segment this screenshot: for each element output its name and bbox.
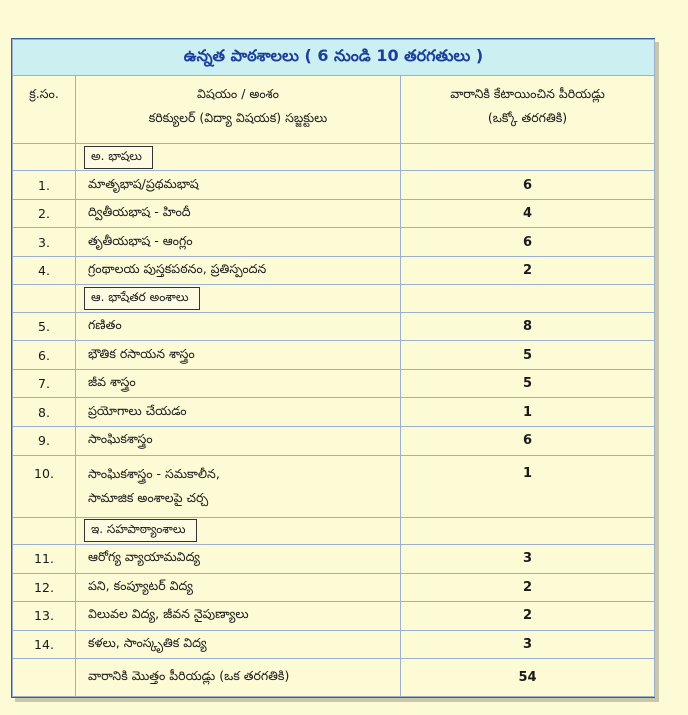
total-periods: 54 — [401, 659, 655, 697]
row-subject: గ్రంథాలయ పుస్తకపఠనం, ప్రతిస్పందన — [76, 256, 401, 285]
row-subject: పని, కంప్యూటర్ విద్య — [76, 573, 401, 602]
row-subject: జీవ శాస్త్రం — [76, 369, 401, 398]
row-number: 5. — [13, 312, 76, 341]
header-periods — [401, 75, 655, 143]
row-subject: మాతృభాష/ప్రథమభాష — [76, 171, 401, 200]
row-periods: 2 — [401, 256, 655, 285]
row-periods: 5 — [401, 369, 655, 398]
row-subject: ద్వితీయభాష - హిందీ — [76, 199, 401, 228]
table-row — [13, 545, 655, 574]
table-row — [13, 199, 655, 228]
row-periods: 3 — [401, 630, 655, 659]
header-subject — [76, 75, 401, 143]
row-periods: 2 — [401, 602, 655, 631]
row-periods: 6 — [401, 228, 655, 257]
row-number: 11. — [13, 545, 76, 574]
row-subject: ప్రయోగాలు చేయడం — [76, 398, 401, 427]
total-label: వారానికి మొత్తం పీరియడ్లు (ఒక తరగతికి) — [76, 659, 401, 697]
periods-table — [12, 39, 655, 697]
section-label-co-curricular: ఇ. సహపాఠ్యాంశాలు — [84, 519, 197, 542]
row-number: 1. — [13, 171, 76, 200]
row-number: 7. — [13, 369, 76, 398]
row-periods: 6 — [401, 427, 655, 456]
row-subject-line2: సామాజిక అంశాలపై చర్చ — [88, 489, 209, 505]
row-number: 8. — [13, 398, 76, 427]
row-number: 9. — [13, 427, 76, 456]
header-subject-line2: కరిక్యులర్ (విద్యా విషయక) సబ్జక్టులు — [148, 109, 328, 125]
header-subject-line1: విషయం / అంశం — [197, 85, 279, 101]
row-number: 12. — [13, 573, 76, 602]
row-subject-line1: సాంఘికశాస్త్రం - సమకాలీన, — [88, 465, 220, 481]
table-row — [13, 369, 655, 398]
row-number: 14. — [13, 630, 76, 659]
row-periods: 6 — [401, 171, 655, 200]
header-serial: క్ర.సం. — [13, 75, 76, 143]
table-row — [13, 341, 655, 370]
row-number: 3. — [13, 228, 76, 257]
section-label-non-language: ఆ. భాషేతర అంశాలు — [84, 287, 200, 310]
row-periods: 8 — [401, 312, 655, 341]
row-periods: 3 — [401, 545, 655, 574]
table-row — [13, 602, 655, 631]
row-periods: 2 — [401, 573, 655, 602]
table-row — [13, 312, 655, 341]
row-number: 2. — [13, 199, 76, 228]
table-row — [13, 398, 655, 427]
row-subject — [76, 455, 401, 517]
row-subject: విలువల విద్య, జీవన నైపుణ్యాలు — [76, 602, 401, 631]
section-label-languages: అ. భాషలు — [84, 146, 153, 169]
row-periods: 1 — [401, 455, 655, 517]
row-number: 13. — [13, 602, 76, 631]
periods-table-frame — [11, 38, 655, 698]
row-subject: కళలు, సాంస్కృతిక విద్య — [76, 630, 401, 659]
row-periods: 4 — [401, 199, 655, 228]
table-row — [13, 228, 655, 257]
row-subject: భౌతిక రసాయన శాస్త్రం — [76, 341, 401, 370]
table-row — [13, 256, 655, 285]
row-periods: 5 — [401, 341, 655, 370]
header-periods-line2: (ఒక్కో తరగతికి) — [487, 109, 568, 125]
row-subject: తృతీయభాష - ఆంగ్లం — [76, 228, 401, 257]
row-number: 10. — [13, 455, 76, 517]
row-periods: 1 — [401, 398, 655, 427]
total-row — [13, 659, 655, 697]
row-number: 6. — [13, 341, 76, 370]
table-row — [13, 573, 655, 602]
row-subject: సాంఘికశాస్త్రం — [76, 427, 401, 456]
row-number: 4. — [13, 256, 76, 285]
table-row — [13, 171, 655, 200]
table-row — [13, 630, 655, 659]
table-title: ఉన్నత పాఠశాలలు ( 6 నుండి 10 తరగతులు ) — [13, 40, 655, 76]
row-subject: గణితం — [76, 312, 401, 341]
table-row — [13, 427, 655, 456]
row-subject: ఆరోగ్య వ్యాయామవిద్య — [76, 545, 401, 574]
table-row — [13, 455, 655, 517]
header-periods-line1: వారానికి కేటాయించిన పీరియడ్లు — [450, 85, 605, 101]
